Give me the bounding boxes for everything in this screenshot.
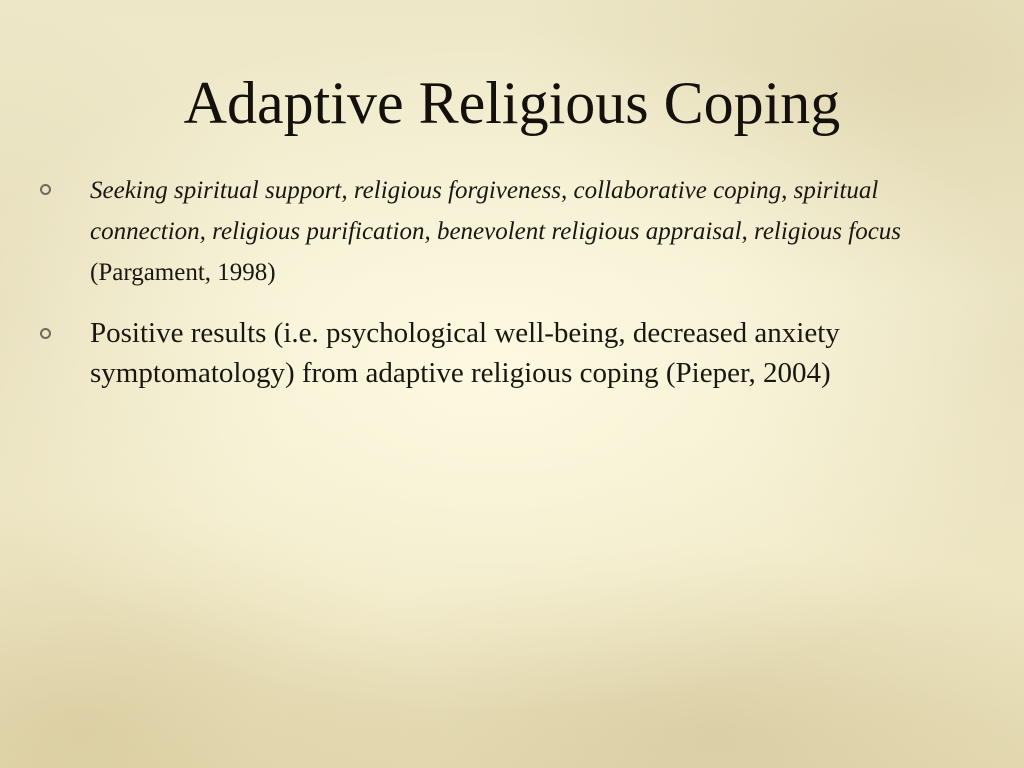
hollow-circle-bullet-icon — [40, 184, 51, 195]
bullet-list — [38, 170, 988, 413]
bullet-text-italic: Seeking spiritual support, religious forgiveness, collaborative coping, spiritual connection, religious purification, benevolent religious appraisal, religious focus — [90, 177, 902, 245]
bullet-item-coping-strategies — [38, 170, 988, 293]
slide-title: Adaptive Religious Coping — [183, 70, 841, 136]
bullet-citation: (Pargament, 1998) — [90, 259, 276, 286]
bullet-text: Positive results (i.e. psychological well-being, decreased anxiety symptomatology) from adaptive religious coping (Pieper, 2004) — [90, 317, 840, 389]
bullet-item-positive-results — [38, 313, 988, 393]
hollow-circle-bullet-icon — [40, 328, 51, 339]
